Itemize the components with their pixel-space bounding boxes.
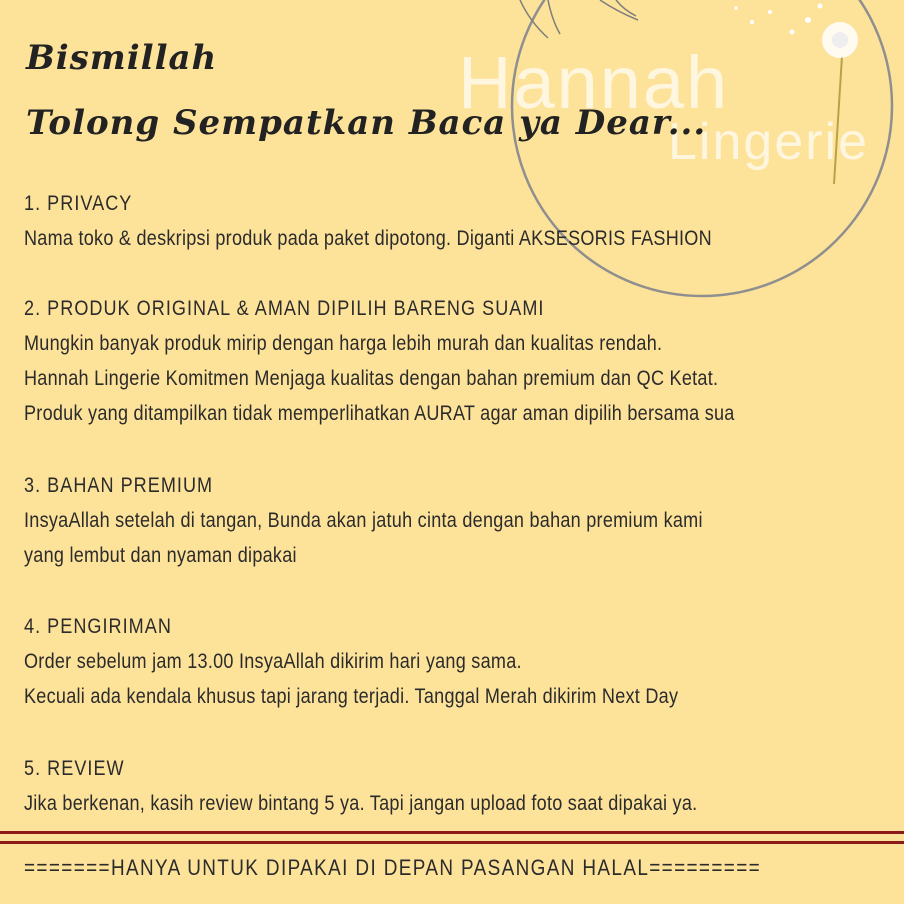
section-pengiriman [24,609,904,714]
section-heading: 4. PENGIRIMAN [24,615,172,638]
section-heading: 1. PRIVACY [24,192,133,215]
section-heading: 5. REVIEW [24,757,125,780]
section-text: Order sebelum jam 13.00 InsyaAllah dikirim hari yang sama. [24,650,522,673]
divider-top [0,831,904,834]
leaf-sprig-icon [520,0,638,38]
section-text: Hannah Lingerie Komitmen Menjaga kualitas dengan bahan premium dan QC Ketat. [24,367,719,390]
section-produk-original [24,291,904,431]
section-text: Nama toko & deskripsi produk pada paket dipotong. Diganti AKSESORIS FASHION [24,227,712,250]
section-text: Jika berkenan, kasih review bintang 5 ya. Tapi jangan upload foto saat dipakai ya. [24,792,698,815]
title-line2: Tolong Sempatkan Baca ya Dear... [26,103,707,143]
section-text: Produk yang ditampilkan tidak memperlihatkan AURAT agar aman dipilih bersama sua [24,402,735,425]
section-text: Kecuali ada kendala khusus tapi jarang terjadi. Tanggal Merah dikirim Next Day [24,685,679,708]
section-bahan-premium [24,468,904,573]
brand-watermark-line1: Hannah [458,41,730,124]
title-line1: Bismillah [26,38,218,78]
footer-note: =======HANYA UNTUK DIPAKAI DI DEPAN PASANGAN HALAL========= [24,855,762,880]
brand-watermark-line2: Lingerie [668,113,870,171]
section-text: Mungkin banyak produk mirip dengan harga lebih murah dan kualitas rendah. [24,332,663,355]
section-text: yang lembut dan nyaman dipakai [24,544,297,567]
section-text: InsyaAllah setelah di tangan, Bunda akan jatuh cinta dengan bahan premium kami [24,509,703,532]
divider-bottom [0,841,904,844]
section-review [24,751,904,821]
section-heading: 2. PRODUK ORIGINAL & AMAN DIPILIH BARENG SUAMI [24,297,545,320]
section-heading: 3. BAHAN PREMIUM [24,474,214,497]
section-privacy [24,186,904,256]
